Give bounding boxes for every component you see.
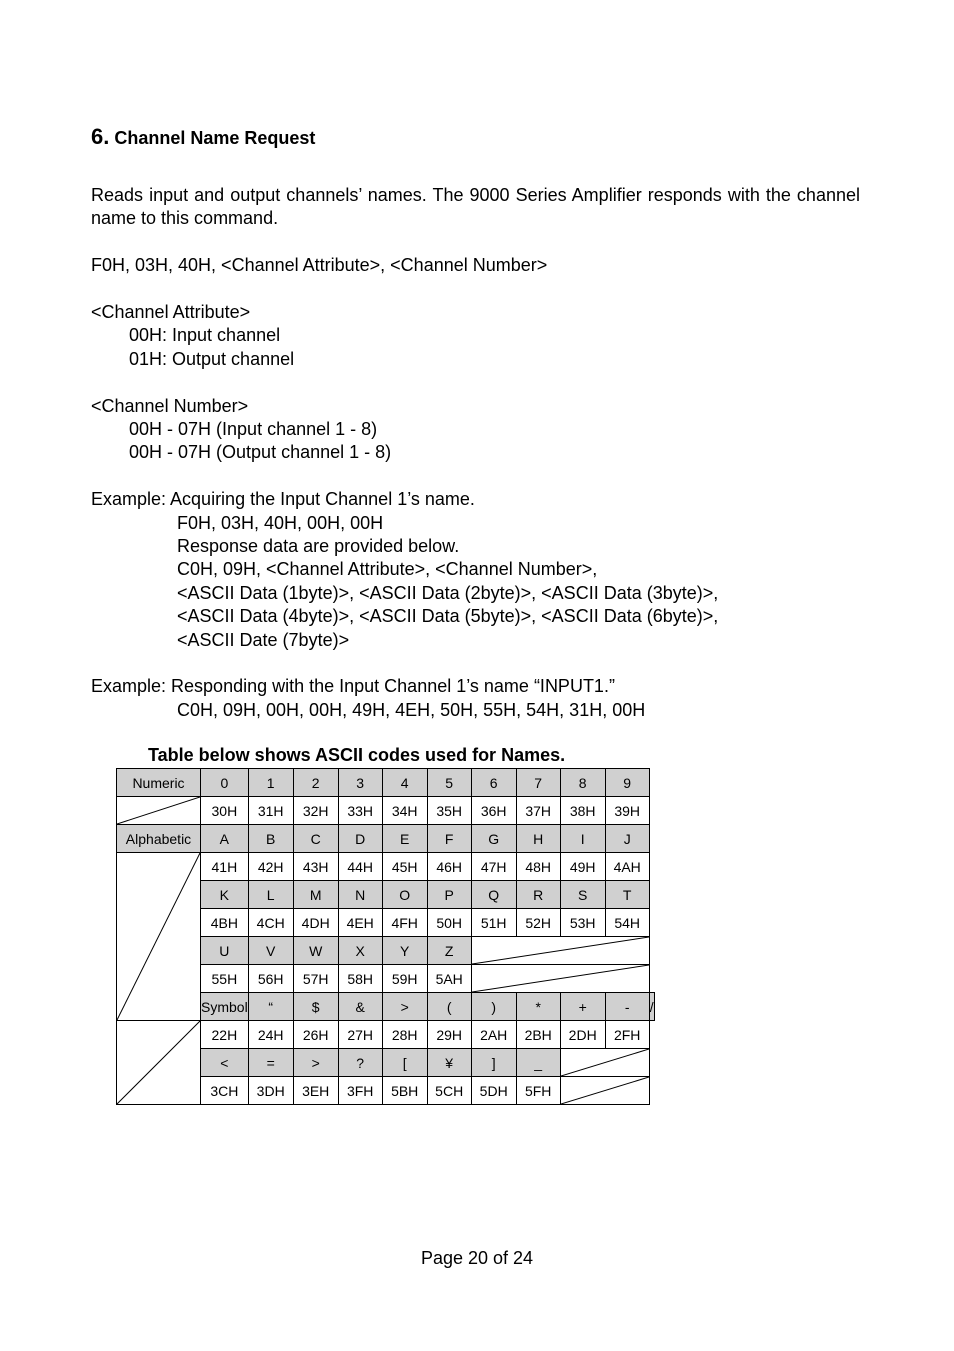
code-cell: 57H [293,965,338,993]
code-cell: 5CH [427,1077,471,1105]
char-cell: B [248,825,293,853]
char-cell: 0 [201,769,249,797]
code-cell: 56H [248,965,293,993]
number-item: 00H - 07H (Output channel 1 - 8) [129,442,392,462]
char-cell: 2 [293,769,338,797]
char-cell: F [427,825,471,853]
diagonal-empty-cell [560,1077,649,1105]
char-cell: [ [382,1049,427,1077]
code-cell: 36H [471,797,516,825]
code-cell: 26H [293,1021,338,1049]
code-cell: 59H [382,965,427,993]
char-cell: X [338,937,382,965]
char-cell: Y [382,937,427,965]
char-cell: + [560,993,605,1021]
code-cell: 38H [560,797,605,825]
code-cell: 4FH [382,909,427,937]
diagonal-empty-cell [471,965,649,993]
char-cell: & [338,993,382,1021]
category-label: Symbol [201,993,249,1021]
code-cell: 4BH [201,909,249,937]
table-row [117,797,655,825]
intro-paragraph: Reads input and output channels’ names. The 9000 Series Amplifier responds with the channel name to this command. [91,185,860,228]
char-cell: G [471,825,516,853]
code-cell: 3DH [248,1077,293,1105]
char-cell: O [382,881,427,909]
diagonal-empty-cell [117,853,201,1021]
code-cell: 2BH [516,1021,560,1049]
code-cell: 45H [382,853,427,881]
code-cell: 2AH [471,1021,516,1049]
code-cell: 27H [338,1021,382,1049]
page-footer: Page 20 of 24 [420,1248,534,1268]
char-cell: R [516,881,560,909]
char-cell: ) [471,993,516,1021]
char-cell: Z [427,937,471,965]
code-cell: 5DH [471,1077,516,1105]
char-cell: H [516,825,560,853]
code-cell: 4CH [248,909,293,937]
example1-line: C0H, 09H, <Channel Attribute>, <Channel Number>, [177,559,598,579]
table-row [117,769,655,797]
char-cell: 3 [338,769,382,797]
code-cell: 31H [248,797,293,825]
code-cell: 34H [382,797,427,825]
code-cell: 46H [427,853,471,881]
char-cell: J [605,825,649,853]
char-cell: K [201,881,249,909]
char-cell: 1 [248,769,293,797]
code-cell: 44H [338,853,382,881]
number-item: 00H - 07H (Input channel 1 - 8) [129,419,378,439]
category-label: Alphabetic [117,825,201,853]
example1-line: <ASCII Date (7byte)> [177,630,350,650]
table-title: Table below shows ASCII codes used for Names. [148,745,566,765]
code-cell: 2FH [605,1021,649,1049]
table-row [117,825,655,853]
char-cell: / [649,993,654,1021]
code-cell: 33H [338,797,382,825]
char-cell: C [293,825,338,853]
code-cell: 54H [605,909,649,937]
char-cell: ( [427,993,471,1021]
char-cell: ¥ [427,1049,471,1077]
char-cell: E [382,825,427,853]
char-cell: M [293,881,338,909]
code-cell: 4DH [293,909,338,937]
code-cell: 5BH [382,1077,427,1105]
diagonal-empty-cell [117,1021,201,1105]
category-label: Numeric [117,769,201,797]
char-cell: W [293,937,338,965]
code-cell: 3EH [293,1077,338,1105]
section-number: 6. [91,124,110,149]
code-cell: 22H [201,1021,249,1049]
attribute-item: 00H: Input channel [129,325,281,345]
attribute-item: 01H: Output channel [129,349,295,369]
char-cell: P [427,881,471,909]
char-cell: U [201,937,249,965]
char-cell: V [248,937,293,965]
char-cell: I [560,825,605,853]
diagonal-empty-cell [560,1049,649,1077]
code-cell: 3CH [201,1077,249,1105]
example2-line: C0H, 09H, 00H, 00H, 49H, 4EH, 50H, 55H, 54H, 31H, 00H [177,700,646,720]
code-cell: 50H [427,909,471,937]
char-cell: 7 [516,769,560,797]
char-cell: < [201,1049,249,1077]
code-cell: 37H [516,797,560,825]
char-cell: D [338,825,382,853]
code-cell: 39H [605,797,649,825]
char-cell: _ [516,1049,560,1077]
char-cell: S [560,881,605,909]
char-cell: > [382,993,427,1021]
code-cell: 3FH [338,1077,382,1105]
code-cell: 43H [293,853,338,881]
code-cell: 51H [471,909,516,937]
code-cell: 2DH [560,1021,605,1049]
char-cell: - [605,993,649,1021]
char-cell: 9 [605,769,649,797]
code-cell: 5FH [516,1077,560,1105]
code-cell: 55H [201,965,249,993]
example1-line: <ASCII Data (1byte)>, <ASCII Data (2byte)>, <ASCII Data (3byte)>, [177,583,719,603]
char-cell: = [248,1049,293,1077]
ascii-code-table [116,768,655,1105]
example1-line: Response data are provided below. [177,536,460,556]
example1-line: F0H, 03H, 40H, 00H, 00H [177,513,384,533]
char-cell: A [201,825,249,853]
code-cell: 24H [248,1021,293,1049]
section-heading [91,124,315,150]
char-cell: > [293,1049,338,1077]
char-cell: ] [471,1049,516,1077]
char-cell: L [248,881,293,909]
code-cell: 42H [248,853,293,881]
command-format: F0H, 03H, 40H, <Channel Attribute>, <Channel Number> [91,255,548,275]
char-cell: 8 [560,769,605,797]
code-cell: 4EH [338,909,382,937]
char-cell: 5 [427,769,471,797]
code-cell: 47H [471,853,516,881]
table-row [117,1021,655,1049]
char-cell: “ [248,993,293,1021]
char-cell: N [338,881,382,909]
code-cell: 5AH [427,965,471,993]
char-cell: Q [471,881,516,909]
table-row [117,853,655,881]
example1-line: <ASCII Data (4byte)>, <ASCII Data (5byte)>, <ASCII Data (6byte)>, [177,606,719,626]
char-cell: * [516,993,560,1021]
number-label: <Channel Number> [91,396,249,416]
code-cell: 30H [201,797,249,825]
char-cell: $ [293,993,338,1021]
code-cell: 41H [201,853,249,881]
diagonal-empty-cell [471,937,649,965]
code-cell: 58H [338,965,382,993]
code-cell: 29H [427,1021,471,1049]
char-cell: ? [338,1049,382,1077]
char-cell: 4 [382,769,427,797]
example1-label: Example: Acquiring the Input Channel 1’s name. [91,489,475,509]
char-cell: T [605,881,649,909]
code-cell: 28H [382,1021,427,1049]
char-cell: 6 [471,769,516,797]
code-cell: 53H [560,909,605,937]
code-cell: 48H [516,853,560,881]
code-cell: 49H [560,853,605,881]
code-cell: 35H [427,797,471,825]
example2-label: Example: Responding with the Input Channel 1’s name “INPUT1.” [91,676,615,696]
code-cell: 32H [293,797,338,825]
attribute-label: <Channel Attribute> [91,302,251,322]
diagonal-empty-cell [117,797,201,825]
code-cell: 52H [516,909,560,937]
section-title: Channel Name Request [114,128,316,148]
code-cell: 4AH [605,853,649,881]
